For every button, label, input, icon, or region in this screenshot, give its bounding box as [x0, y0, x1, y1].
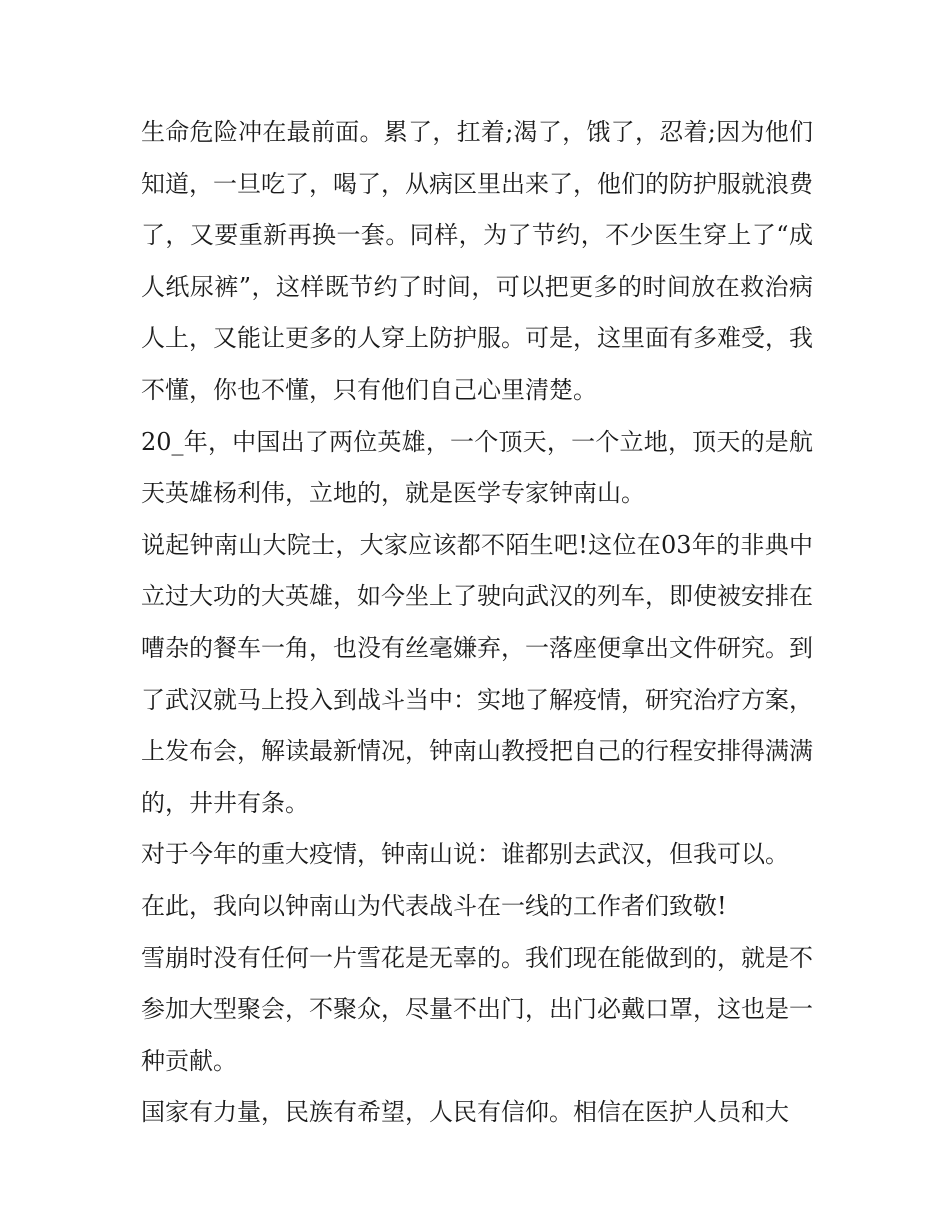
paragraph-5: 在此，我向以钟南山为代表战斗在一线的工作者们致敬! — [141, 891, 727, 920]
paragraph-6: 雪崩时没有任何一片雪花是无辜的。我们现在能做到的，就是不参加大型聚会，不聚众，尽量不出门，出门必戴口罩，这也是一种贡献。 — [141, 943, 813, 1075]
paragraph-3: 说起钟南山大院士，大家应该都不陌生吧!这位在03年的非典中立过大功的大英雄，如今坐上了驶向武汉的列车，即使被安排在嘈杂的餐车一角，也没有丝毫嫌弃，一落座便拿出文件研究。到了武汉就马上投入到战斗当中：实地了解疫情，研究治疗方案，上发布会，解读最新情况，钟南山教授把自己的行程安排得满满的，井井有条。 — [141, 530, 813, 817]
paragraph-2: 20_年，中国出了两位英雄，一个顶天，一个立地，顶天的是航天英雄杨利伟，立地的，就是医学专家钟南山。 — [141, 427, 813, 508]
document-body — [141, 107, 813, 1139]
paragraph-1: 生命危险冲在最前面。累了，扛着;渴了，饿了，忍着;因为他们知道，一旦吃了，喝了，从病区里出来了，他们的防护服就浪费了，又要重新再换一套。同样，为了节约，不少医生穿上了“成人纸尿裤”，这样既节约了时间，可以把更多的时间放在救治病人上，又能让更多的人穿上防护服。可是，这里面有多难受，我不懂，你也不懂，只有他们自己心里清楚。 — [141, 118, 813, 404]
paragraph-4: 对于今年的重大疫情，钟南山说：谁都别去武汉，但我可以。 — [141, 840, 789, 869]
paragraph-7: 国家有力量，民族有希望，人民有信仰。相信在医护人员和大 — [141, 1098, 789, 1127]
